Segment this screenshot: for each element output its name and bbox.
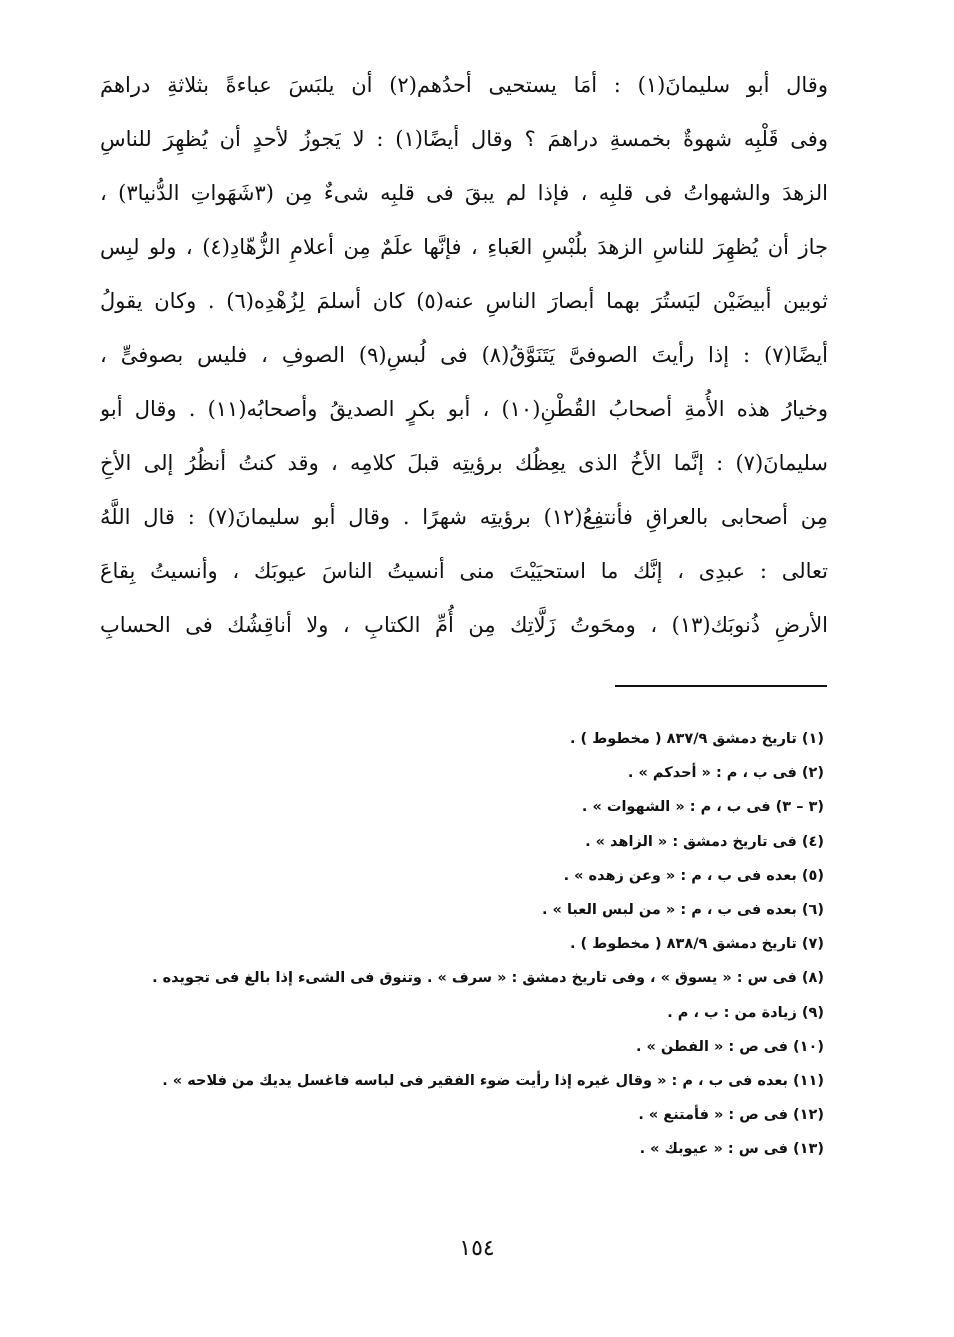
footnote: (٣ – ٣) فى ب ، م : « الشهوات » . <box>581 799 824 816</box>
text-line: وخيارُ هذه الأُمةِ أصحابُ القُطْنِ(١٠) ، أبو بكرٍ الصديقُ وأصحابُه(١١) . وقال أبو <box>100 397 828 421</box>
footnote: (٤) فى تاريخ دمشق : « الزاهد » . <box>585 833 824 850</box>
footnote: (١١) بعده فى ب ، م : « وقال غيره إذا رأيت ضوء الفقير فى لباسه فاغسل يديك من فلاحه » . <box>162 1072 824 1089</box>
footnote: (٩) زيادة من : ب ، م . <box>667 1004 824 1021</box>
text-line: الزهدَ والشهواتُ فى قلبِه ، فإذا لم يبقَ فى قلبِه شىءٌ مِن (٣شَهَواتِ الدُّنيا٣) ، <box>100 181 828 205</box>
main-text <box>100 58 828 652</box>
footnote: (٦) بعده فى ب ، م : « من لبس العبا » . <box>541 901 824 918</box>
footnote: (١٣) فى س : « عيوبك » . <box>639 1141 824 1158</box>
footnote: (٥) بعده فى ب ، م : « وعن زهده » . <box>563 867 824 884</box>
text-line: الأرضِ ذُنوبَك(١٣) ، ومحَوتُ زَلَّاتِك مِن أُمِّ الكتابِ ، ولا أناقِشُك فى الحسابِ <box>100 613 828 637</box>
text-line: جاز أن يُظهِرَ للناسِ الزهدَ بلُبْسِ العَباءِ ، فإنَّها علَمٌ مِن أعلامِ الزُّهّادِ(٤) ، ولو لبِس <box>100 235 828 259</box>
footnote: (٧) تاريخ دمشق ٨٣٨/٩ ( مخطوط ) . <box>569 936 824 953</box>
text-line: سليمانَ(٧) : إنَّما الأخُ الذى يعِظُك برؤيتِه قبلَ كلامِه ، وقد كنتُ أنظُرُ إلى الأخِ <box>100 451 828 475</box>
footnote: (١٢) فى ص : « فأمتنع » . <box>638 1107 824 1124</box>
text-line: مِن أصحابى بالعراقِ فأنتفِعُ(١٢) برؤيتِه شهرًا . وقال أبو سليمانَ(٧) : قال اللَّهُ <box>100 505 828 529</box>
text-line: وفى قَلْبِه شهوةٌ بخمسةِ دراهمَ ؟ وقال أيضًا(١) : لا يَجوزُ لأحدٍ أن يُظهِرَ للناسِ <box>100 127 828 151</box>
footnote-separator <box>615 685 827 687</box>
footnote: (١) تاريخ دمشق ٨٣٧/٩ ( مخطوط ) . <box>569 731 824 747</box>
text-line: وقال أبو سليمانَ(١) : أمَا يستحيى أحدُهم(٢) أن يلبَسَ عباءةً بثلاثةِ دراهمَ <box>100 73 828 97</box>
footnote: (٨) فى س : « يسوق » ، وفى تاريخ دمشق : « سرف » . وتنوق فى الشىء إذا بالغ فى تجويده . <box>152 970 824 987</box>
footnote: (١٠) فى ص : « الفطن » . <box>635 1038 824 1055</box>
footnotes <box>100 722 824 1166</box>
text-line: تعالى : عبدِى ، إنَّك ما استحيَيْتَ منى أنسيتُ الناسَ عيوبَك ، وأنسيتُ بِقاعَ <box>100 559 828 583</box>
footnote: (٢) فى ب ، م : « أحدكم » . <box>627 765 824 782</box>
page-number: ١٥٤ <box>459 1236 495 1261</box>
text-line: ثوبين أبيضَيْن ليَستُرَ بهما أبصارَ الناسِ عنه(٥) كان أسلمَ لِزُهْدِه(٦) . وكان يقولُ <box>100 289 828 313</box>
text-line: أيضًا(٧) : إذا رأيتَ الصوفىَّ يَتَنَوَّقُ(٨) فى لُبسِ(٩) الصوفِ ، فليس بصوفىٍّ ، <box>100 343 828 367</box>
